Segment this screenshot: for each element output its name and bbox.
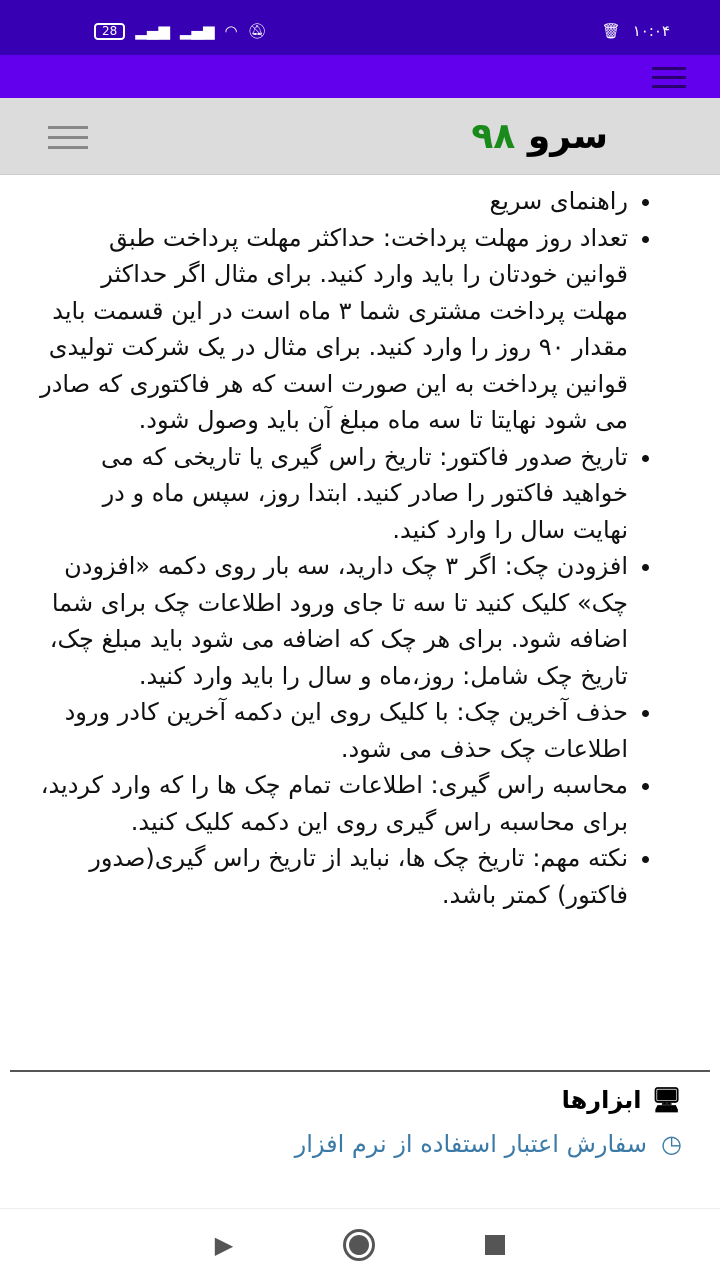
guide-item: • راهنمای سریع [40, 183, 628, 220]
clock-time: ۱۰:۰۴ [632, 22, 670, 40]
site-header [0, 98, 720, 175]
status-bar [0, 0, 720, 55]
app-menu-icon[interactable] [652, 67, 686, 88]
app-bar [0, 55, 720, 98]
system-nav-bar [0, 1208, 720, 1280]
guide-item: • افزودن چک: اگر ۳ چک دارید، سه بار روی دکمه «افزودن چک» کلیک کنید تا سه تا جای ورود اطلاعات چک برای شما اضافه شود. برای هر چک که اضافه می شود باید مبلغ چک، تاریخ چک شامل: روز،ماه و سال را باید وارد کنید. [40, 548, 628, 694]
order-credit-link[interactable] [30, 1130, 682, 1158]
order-credit-label: سفارش اعتبار استفاده از نرم افزار [294, 1130, 648, 1158]
guide-item: • تاریخ صدور فاکتور: تاریخ راس گیری یا تاریخی که می خواهید فاکتور را صادر کنید. ابتدا روز، سپس ماه و در نهایت سال را وارد کنید. [40, 439, 628, 549]
guide-item: • نکته مهم: تاریخ چک ها، نباید از تاریخ راس گیری(صدور فاکتور) کمتر باشد. [40, 840, 628, 913]
quick-guide-list [0, 175, 720, 1070]
recents-button[interactable] [485, 1235, 505, 1255]
signal-icon: ▂▄▆ [135, 22, 170, 40]
wifi-icon: ◠ [224, 22, 238, 40]
tools-title: ابزارها [561, 1086, 642, 1114]
monitor-icon: 🖥︎ [651, 1086, 682, 1114]
trash-icon: 🗑︎ [601, 22, 621, 40]
bell-off-icon: 🔕︎ [247, 22, 267, 40]
back-button[interactable]: ▶ [214, 1230, 234, 1259]
home-button[interactable] [343, 1229, 375, 1261]
battery-indicator: 28 [94, 23, 125, 40]
clock-icon: ◷ [661, 1130, 682, 1158]
site-menu-icon[interactable] [48, 126, 88, 149]
brand-word: سرو [527, 116, 608, 157]
tools-section [0, 1072, 720, 1158]
brand-number: ۹۸ [471, 116, 516, 157]
signal-icon-2: ▂▄▆ [179, 22, 215, 40]
guide-item: • محاسبه راس گیری: اطلاعات تمام چک ها را که وارد کردید، برای محاسبه راس گیری روی این دکمه کلیک کنید. [40, 767, 628, 840]
brand-logo[interactable] [471, 116, 608, 157]
guide-item: • حذف آخرین چک: با کلیک روی این دکمه آخرین کادر ورود اطلاعات چک حذف می شود. [40, 694, 628, 767]
guide-item: • تعداد روز مهلت پرداخت: حداکثر مهلت پرداخت طبق قوانین خودتان را باید وارد کنید. برای مثال اگر حداکثر مهلت پرداخت مشتری شما ۳ ماه است در این قسمت باید مقدار ۹۰ روز را وارد کنید. برای مثال در یک شرکت تولیدی قوانین پرداخت به این صورت است که هر فاکتوری که صادر می شود نهایتا تا سه ماه مبلغ آن باید وصول شود. [40, 220, 628, 439]
